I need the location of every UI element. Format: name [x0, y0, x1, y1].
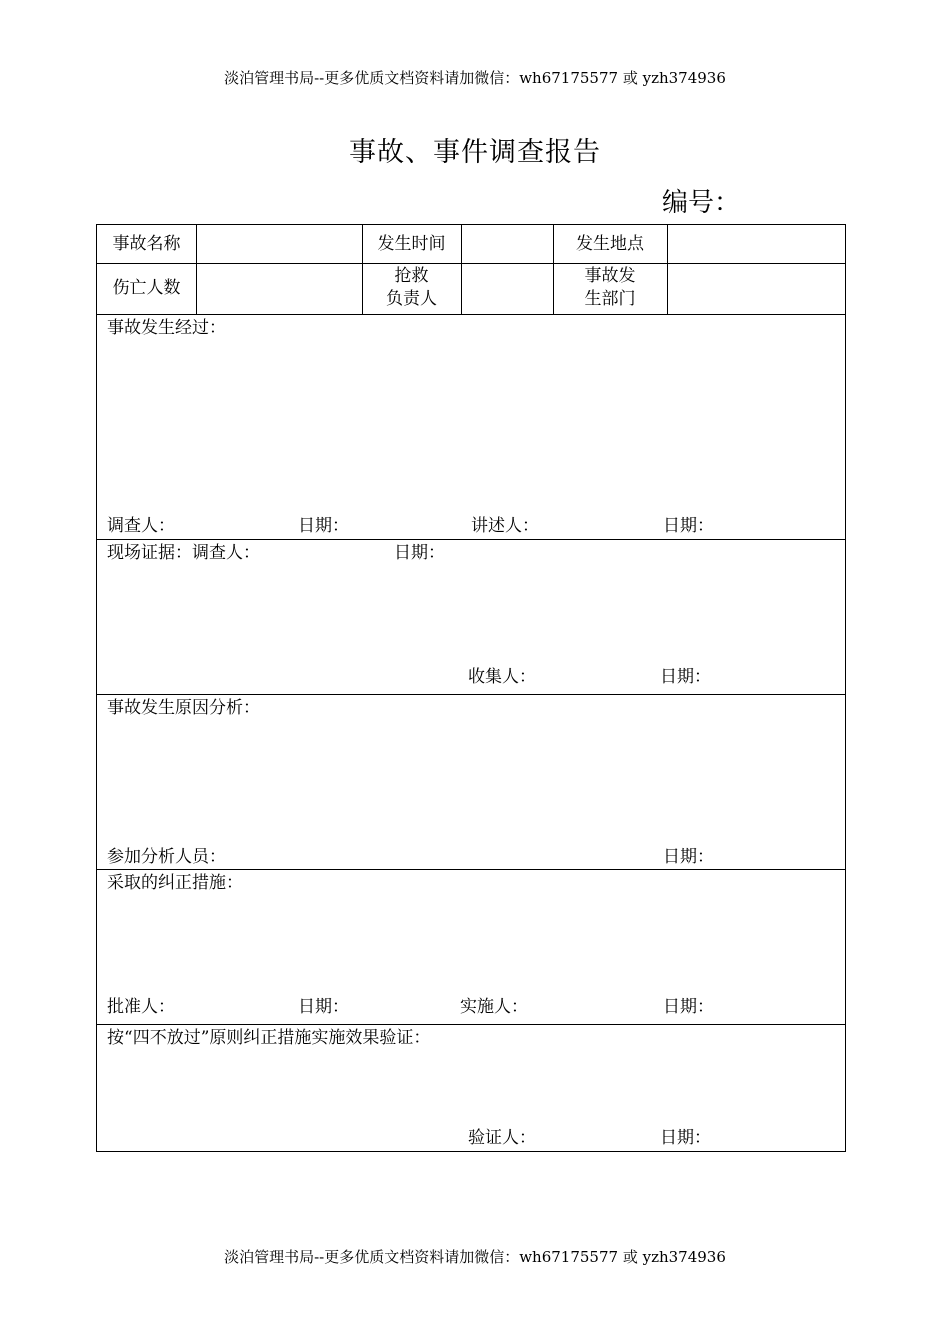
header-watermark: 淡泊管理书局--更多优质文档资料请加微信：wh67175577 或 yzh374936	[224, 69, 726, 87]
report-form	[96, 224, 846, 1152]
occur-place-label: 发生地点	[576, 234, 644, 254]
row-divider	[97, 869, 845, 870]
dept-label-1: 事故发	[584, 266, 636, 286]
row-divider	[97, 694, 845, 695]
measures-date1-label: 日期：	[298, 997, 349, 1017]
measures-date2-label: 日期：	[663, 997, 714, 1017]
page-title: 事故、事件调查报告	[349, 137, 601, 168]
verification-date-label: 日期：	[660, 1128, 711, 1148]
row-divider	[97, 263, 845, 264]
row-divider	[97, 314, 845, 315]
evidence-label: 现场证据：调查人：	[107, 543, 260, 563]
rescue-leader-label-2: 负责人	[386, 289, 437, 309]
row-divider	[97, 539, 845, 540]
column-divider	[461, 225, 462, 314]
verification-verifier-label: 验证人：	[468, 1128, 536, 1148]
process-label: 事故发生经过：	[107, 318, 226, 338]
occur-time-label: 发生时间	[377, 234, 446, 254]
process-investigator-label: 调查人：	[107, 516, 175, 536]
dept-label-2: 生部门	[584, 289, 636, 309]
accident-name-label: 事故名称	[112, 234, 181, 254]
cause-date-label: 日期：	[663, 847, 714, 867]
cause-participants-label: 参加分析人员：	[107, 847, 226, 867]
measures-approver-label: 批准人：	[107, 997, 175, 1017]
process-narrator-label: 讲述人：	[471, 516, 539, 536]
measures-implementer-label: 实施人：	[460, 997, 528, 1017]
rescue-leader-label-1: 抢救	[394, 266, 429, 286]
column-divider	[667, 225, 668, 314]
column-divider	[196, 225, 197, 314]
process-date2-label: 日期：	[663, 516, 714, 536]
casualties-label: 伤亡人数	[112, 278, 181, 298]
verification-label: 按“四不放过”原则纠正措施实施效果验证：	[107, 1028, 431, 1048]
measures-label: 采取的纠正措施：	[107, 873, 243, 893]
row-divider	[97, 1024, 845, 1025]
evidence-date2-label: 日期：	[660, 667, 711, 687]
serial-number-label: 编号：	[662, 188, 741, 218]
cause-label: 事故发生原因分析：	[107, 698, 260, 718]
evidence-collector-label: 收集人：	[468, 667, 536, 687]
footer-watermark: 淡泊管理书局--更多优质文档资料请加微信：wh67175577 或 yzh374936	[224, 1248, 726, 1266]
process-date1-label: 日期：	[298, 516, 349, 536]
evidence-date1-label: 日期：	[394, 543, 445, 563]
